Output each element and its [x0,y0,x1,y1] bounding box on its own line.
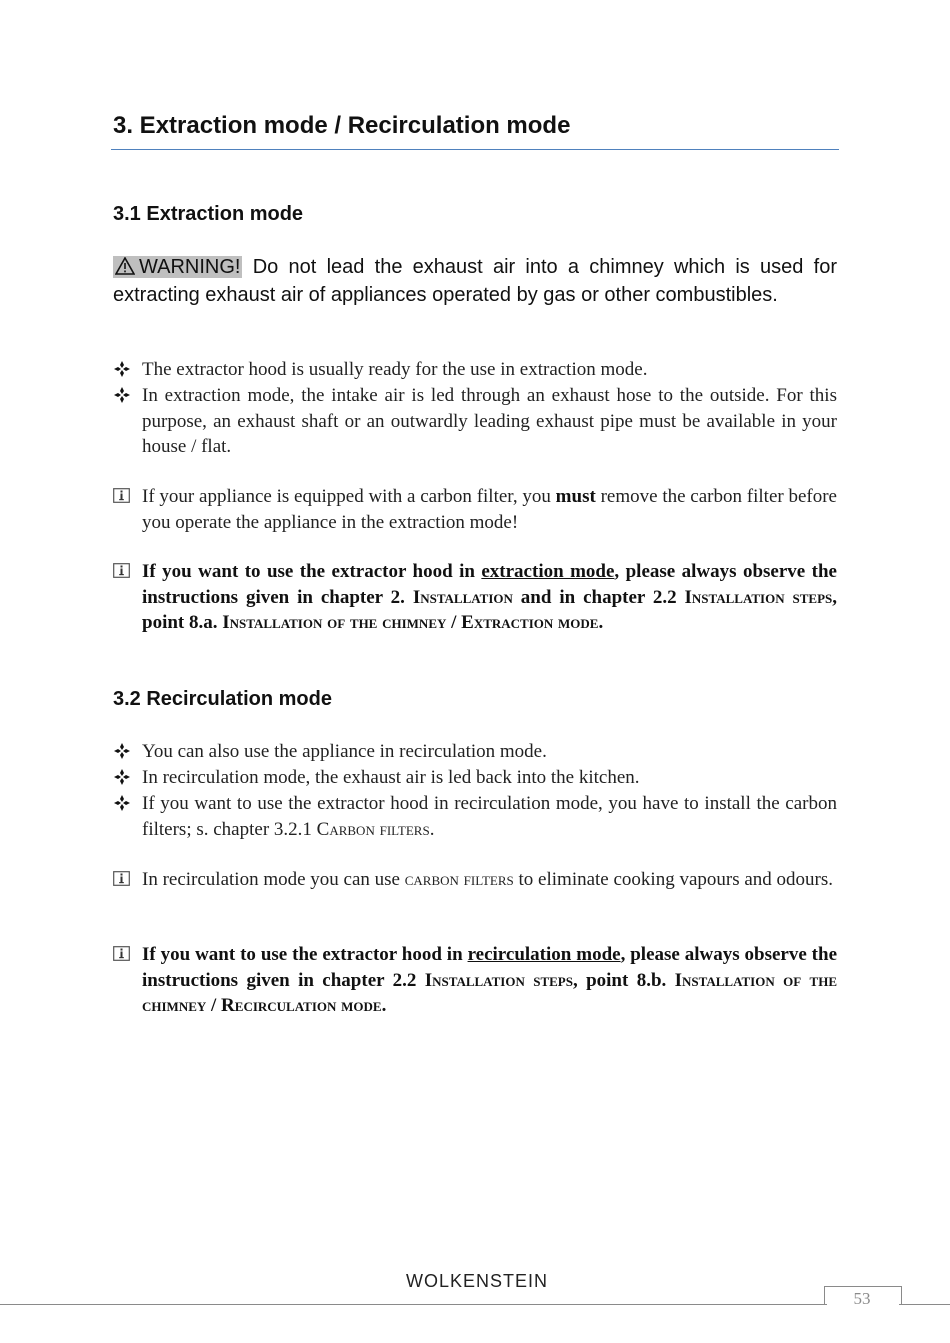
info-text-underlined: extraction mode [481,561,615,582]
brand-logo: WOLKENSTEIN [406,1271,549,1291]
section-title-extraction: 3.1 Extraction mode [113,203,304,225]
list-text-part: . [429,818,435,840]
info-text-underlined: recirculation mode [467,944,621,965]
heading-underline [111,149,839,150]
list-item [113,739,837,765]
info-note-text [142,559,837,636]
warning-text: Do not lead the exhaust air into a chimney which is used for extracting exhaust air of appliances operated by gas or other combustibles. [113,256,837,306]
diamond-bullet-icon [113,791,135,820]
list-item-text: You can also use the appliance in recirculation mode. [142,741,547,762]
chapter-reference: Installation steps [684,586,833,608]
diamond-bullet-icon [113,383,135,412]
info-text-part: , point 8.b. [572,969,675,991]
chapter-reference: Installation of the chimney / Extraction mode [222,612,599,633]
page-number: 53 [853,1289,871,1308]
footer-rule [899,1304,950,1305]
list-item-text [142,791,837,842]
info-text-part: If you want to use the extractor hood in [142,561,482,582]
page-heading: 3. Extraction mode / Recirculation mode [113,112,571,139]
info-note [113,867,837,893]
info-text-part: , point 8.a. [142,586,837,633]
info-note-text [142,867,837,893]
diamond-bullet-icon [113,765,135,794]
list-item [113,383,837,460]
info-note-text [142,942,837,1019]
info-note [113,942,837,1019]
diamond-bullet-icon [113,739,135,768]
chapter-reference: Installation steps [424,969,573,991]
info-text-part: . [381,995,387,1016]
info-text-part: If your appliance is equipped with a carbon filter, you [142,486,556,507]
list-item-text: The extractor hood is usually ready for the use in extraction mode. [142,359,648,380]
warning-label-box [113,256,242,278]
warning-triangle-icon [115,256,135,282]
info-note [113,484,837,535]
list-item-text: In extraction mode, the intake air is led through an exhaust hose to the outside. For this purpose, an exhaust shaft or an outwardly leading exhaust pipe must be available in your house / flat. [142,385,837,457]
warning-box [113,254,837,308]
chapter-reference: Installation [412,586,513,608]
info-text-part: and in chapter 2.2 [512,586,685,608]
info-text-part: , please always observe the instructions given in chapter 2. [142,561,837,608]
diamond-bullet-icon [113,357,135,386]
info-note [113,559,837,636]
info-icon [113,867,135,894]
section-title-recirculation: 3.2 Recirculation mode [113,688,332,710]
info-text-part: , please always observe the instructions given in chapter 2.2 [142,944,838,991]
info-text-part: In recirculation mode you can use [142,869,405,890]
warning-label: WARNING! [139,256,241,278]
footer-rule [0,1304,827,1305]
list-item [113,765,837,791]
info-note-text [142,484,837,535]
info-icon [113,942,135,969]
chapter-reference: Carbon filters [316,818,430,840]
info-text-part: . [598,612,604,633]
info-text-part: remove the carbon filter before you operate the appliance in the extraction mode! [142,486,837,533]
list-item [113,791,837,842]
list-item [113,357,837,383]
info-text-part: If you want to use the extractor hood in [142,944,468,965]
chapter-reference: Installation of the chimney / Recirculation mode [142,969,837,1016]
info-text-part: to eliminate cooking vapours and odours. [513,869,834,890]
list-item-text: In recirculation mode, the exhaust air is led back into the kitchen. [142,767,640,788]
info-icon [113,484,135,511]
info-text-emphasis: must [555,486,596,507]
chapter-reference: carbon filters [404,869,514,890]
info-icon [113,559,135,586]
list-text-part: If you want to use the extractor hood in recirculation mode, you have to install the carbon filters; s. chapter 3.2.1 [142,793,837,840]
